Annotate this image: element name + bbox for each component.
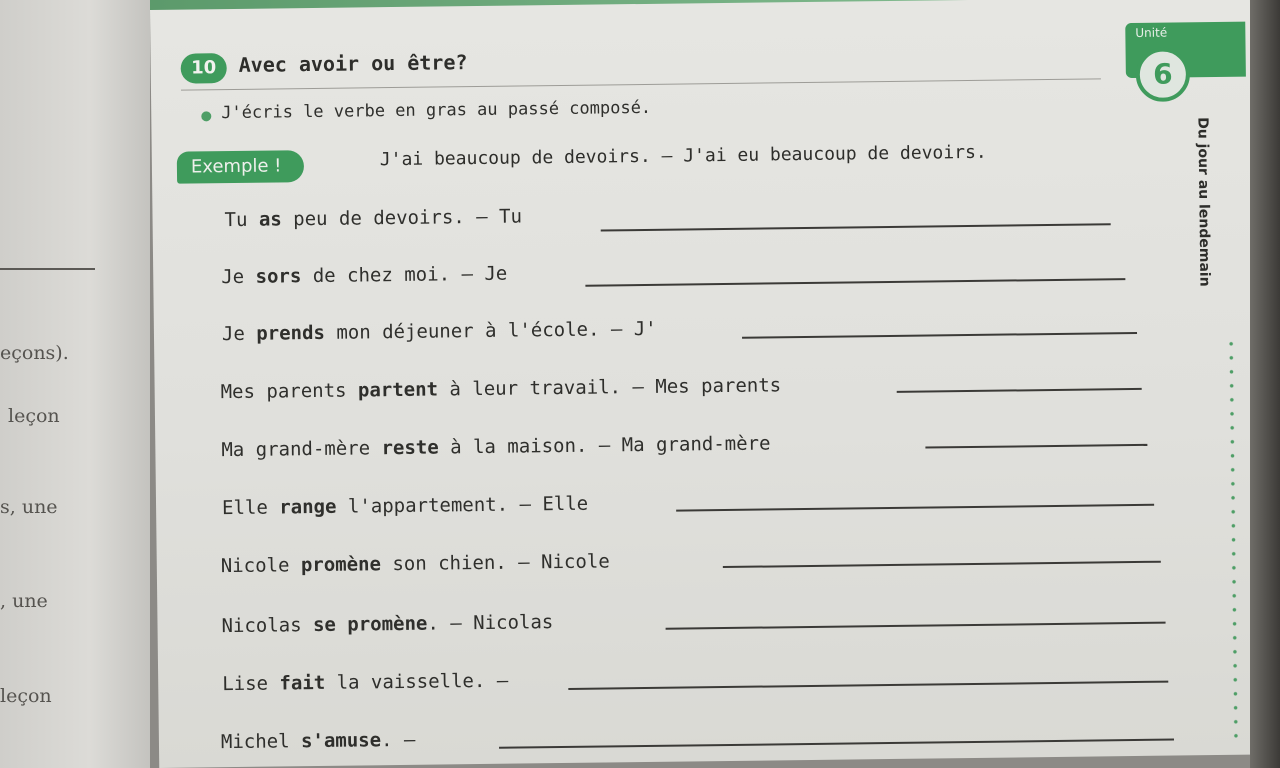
sentence-text: la vaisselle. —: [325, 669, 509, 694]
sentence-item: [221, 550, 610, 577]
sentence-verb: partent: [357, 378, 439, 402]
sentence-verb: s'amuse: [300, 729, 382, 753]
exercise-instruction: J'écris le verbe en gras au passé composé.: [221, 97, 652, 124]
sentence-verb: sors: [255, 265, 302, 288]
answer-blank[interactable]: [723, 561, 1161, 568]
sentence-text: Je: [221, 265, 256, 289]
sentence-item: [221, 263, 507, 288]
answer-blank[interactable]: [601, 223, 1111, 231]
sentence-text: l'appartement. — Elle: [336, 492, 589, 518]
sentence-text: Nicolas: [221, 614, 314, 638]
unit-side-title: Du jour au lendemain: [1194, 117, 1213, 287]
left-page-fragment: leçon: [8, 405, 60, 427]
answer-blank[interactable]: [925, 444, 1147, 449]
sentence-text: son chien. — Nicole: [380, 550, 610, 576]
sentence-verb: as: [258, 208, 282, 231]
answer-blank[interactable]: [676, 504, 1154, 512]
sentence-verb: promène: [300, 553, 382, 577]
sentence-item: [224, 205, 522, 231]
sentence-text: à la maison. — Ma grand-mère: [438, 432, 771, 459]
answer-blank[interactable]: [666, 622, 1166, 630]
left-page-rule: [0, 268, 95, 270]
side-dotted-border: [1229, 337, 1238, 747]
sentence-text: à leur travail. — Mes parents: [437, 374, 782, 401]
sentence-item: [221, 729, 416, 753]
sentence-text: Lise: [222, 672, 280, 696]
sentence-verb: fait: [279, 671, 326, 695]
sentence-text: Je: [221, 322, 257, 346]
sentence-text: Mes parents: [220, 379, 359, 404]
unit-number-badge: 6: [1136, 47, 1191, 102]
answer-blank[interactable]: [568, 681, 1168, 690]
sentence-text: peu de devoirs. — Tu: [281, 205, 523, 231]
sentence-text: Michel: [220, 730, 302, 754]
left-page: [0, 0, 150, 768]
sentence-verb: range: [279, 495, 337, 519]
sentence-item: [222, 318, 657, 345]
sentence-text: . — Nicolas: [427, 611, 554, 635]
left-page-fragment: , une: [0, 590, 48, 612]
sentence-text: . —: [380, 728, 416, 752]
page-edge: [1250, 0, 1280, 768]
exercise-title: Avec avoir ou être?: [238, 50, 468, 77]
example-sentence: J'ai beaucoup de devoirs. — J'ai eu beaucoup de devoirs.: [379, 141, 987, 171]
sentence-text: mon déjeuner à l'école. — J': [324, 317, 657, 344]
answer-blank[interactable]: [897, 388, 1142, 393]
answer-blank[interactable]: [742, 332, 1137, 339]
sentence-item: [221, 432, 770, 461]
example-badge: Exemple !: [177, 150, 304, 184]
sentence-verb: prends: [256, 321, 326, 345]
sentence-verb: reste: [381, 436, 439, 460]
sentence-text: Tu: [224, 208, 260, 232]
sentence-text: Ma grand-mère: [221, 437, 382, 462]
left-page-fragment: leçon: [0, 685, 52, 707]
sentence-item: [222, 670, 508, 695]
exercise-number-badge: 10: [181, 53, 227, 84]
left-page-fragment: s, une: [0, 496, 58, 518]
workbook-page: [150, 0, 1259, 768]
sentence-text: Nicole: [220, 554, 302, 578]
left-page-fragment: eçons).: [0, 342, 69, 364]
sentence-item: [221, 611, 553, 637]
unit-label: Unité: [1135, 25, 1168, 40]
answer-blank[interactable]: [585, 278, 1125, 287]
sentence-verb: se promène: [312, 612, 428, 637]
sentence-text: Elle: [221, 496, 280, 520]
title-divider: [181, 78, 1101, 90]
bullet-icon: [201, 111, 211, 121]
answer-blank[interactable]: [499, 739, 1174, 749]
sentence-text: de chez moi. — Je: [301, 262, 508, 288]
sentence-item: [221, 374, 782, 403]
sentence-item: [222, 493, 588, 519]
